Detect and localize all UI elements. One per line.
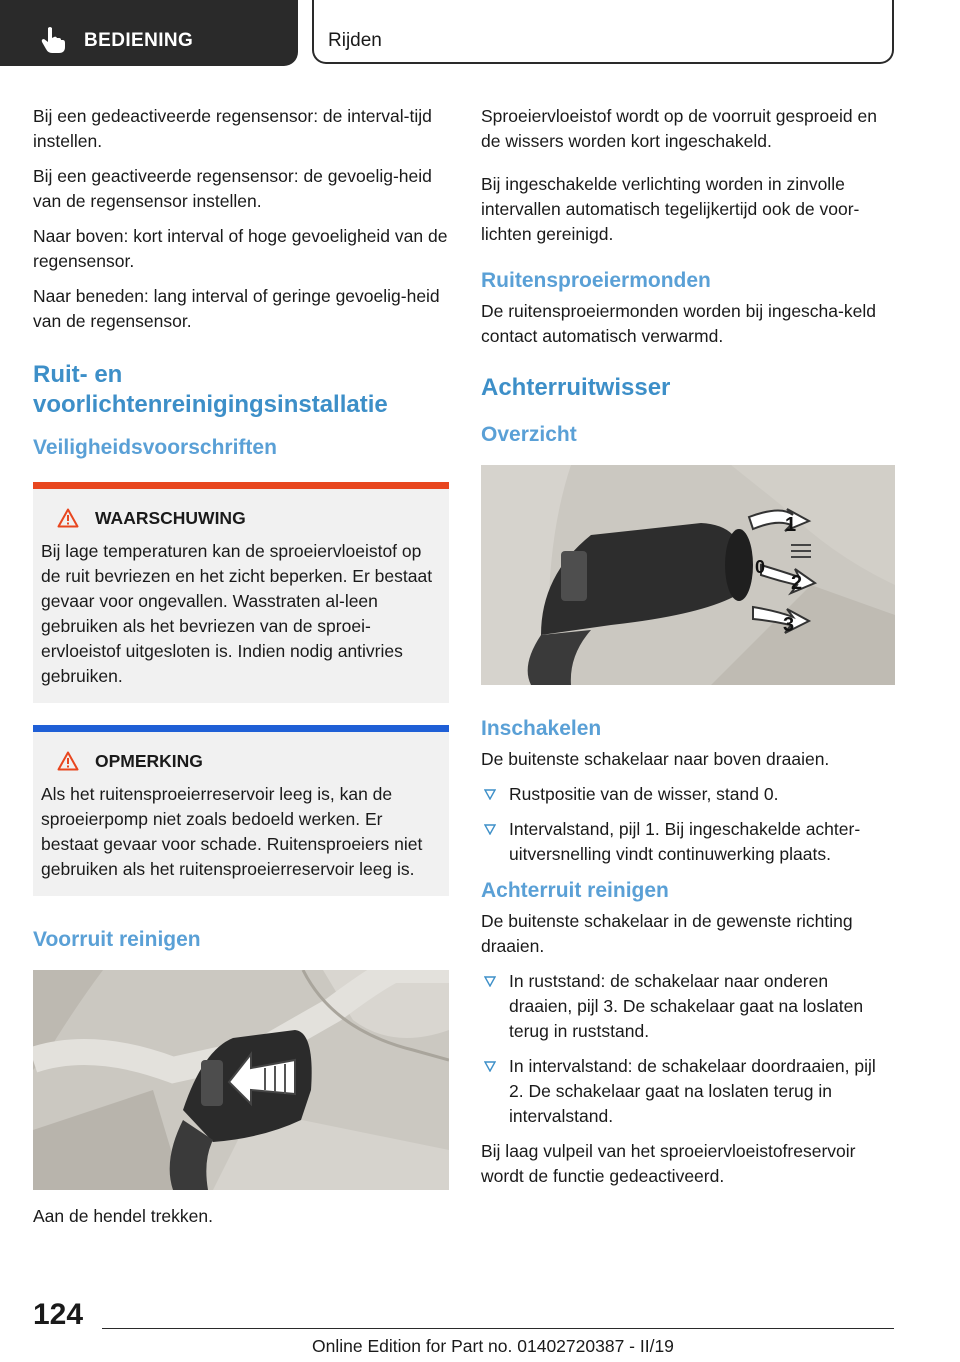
subsection-heading: Veiligheidsvoorschriften bbox=[33, 436, 277, 459]
note-title: OPMERKING bbox=[95, 751, 203, 771]
edition-note: Online Edition for Part no. 01402720387 - II/19 bbox=[312, 1336, 674, 1356]
warning-title: WAARSCHUWING bbox=[95, 508, 246, 528]
left-column bbox=[33, 104, 449, 1239]
subsection-heading: Overzicht bbox=[481, 423, 577, 446]
arrow-3-label: 3 bbox=[783, 614, 795, 636]
figure-caption: Aan de hendel trekken. bbox=[33, 1206, 213, 1226]
list-item: In ruststand: de schakelaar naar onderen draaien, pijl 3. De schakelaar gaat na loslaten terug in ruststand. bbox=[481, 969, 895, 1044]
paragraph: Bij een geactiveerde regensensor: de gevoelig‐heid van de regensensor instellen. bbox=[33, 166, 432, 211]
paragraph: Sproeiervloeistof wordt op de voorruit gesproeid en de wissers worden kort ingeschakeld. bbox=[481, 106, 877, 151]
list-item: In intervalstand: de schakelaar doordraaien, pijl 2. De schakelaar gaat na loslaten terug in intervalstand. bbox=[481, 1054, 895, 1129]
footer-divider bbox=[102, 1328, 894, 1329]
subsection-heading: Voorruit reinigen bbox=[33, 928, 201, 951]
rear-wiper-switch-photo bbox=[481, 465, 895, 685]
bullet-triangle-icon bbox=[484, 1061, 496, 1072]
list-item: Rustpositie van de wisser, stand 0. bbox=[481, 782, 895, 807]
paragraph: De buitenste schakelaar naar boven draaien. bbox=[481, 749, 830, 769]
paragraph: Bij ingeschakelde verlichting worden in zinvolle intervallen automatisch tegelijkertijd ook de voor‐lichten gereinigd. bbox=[481, 174, 860, 244]
note-box bbox=[33, 725, 449, 896]
page-number: 124 bbox=[33, 1298, 84, 1331]
washer-lever-photo bbox=[33, 970, 449, 1190]
note-text: Als het ruitensproeierreservoir leeg is, kan de sproeierpomp niet zoals bedoeld werken. Er bestaat gevaar voor schade. Ruitensproeiers niet gebruiken als het ruitensproeierreservoir leeg is. bbox=[41, 784, 423, 879]
right-column bbox=[481, 104, 895, 1199]
warning-triangle-icon bbox=[57, 508, 79, 528]
bullet-list bbox=[481, 782, 895, 867]
paragraph: Naar boven: kort interval of hoge gevoeligheid van de regensensor. bbox=[33, 226, 448, 271]
paragraph: Bij een gedeactiveerde regensensor: de interval‐tijd instellen. bbox=[33, 106, 432, 151]
section-heading: Ruit- en voorlichtenreinigingsinstallatie bbox=[33, 361, 388, 418]
subsection-heading: Achterruit reinigen bbox=[481, 879, 669, 902]
caution-triangle-icon bbox=[57, 751, 79, 771]
warning-bar bbox=[33, 482, 449, 489]
paragraph: Naar beneden: lang interval of geringe gevoelig‐heid van de regensensor. bbox=[33, 286, 440, 331]
chapter-label: Rijden bbox=[328, 30, 382, 51]
section-tab bbox=[0, 0, 298, 66]
chapter-header bbox=[312, 0, 894, 64]
section-heading: Achterruitwisser bbox=[481, 374, 671, 401]
note-bar bbox=[33, 725, 449, 732]
bullet-triangle-icon bbox=[484, 976, 496, 987]
bullet-list bbox=[481, 969, 895, 1129]
section-label: BEDIENING bbox=[84, 30, 194, 51]
bullet-triangle-icon bbox=[484, 789, 496, 800]
subsection-heading: Inschakelen bbox=[481, 717, 602, 740]
warning-text: Bij lage temperaturen kan de sproeiervloeistof op de ruit bevriezen en het zicht beperken. Er bestaat gevaar voor ongevallen. Wasstraten al‐leen gebruiken als het bevriezen van de sproei‐ervloeistof uitgesloten is. Indien nodig antivries gebruiken. bbox=[41, 541, 433, 686]
position-0-label: 0 bbox=[755, 557, 766, 577]
paragraph: De ruitensproeiermonden worden bij ingescha‐keld contact automatisch verwarmd. bbox=[481, 301, 876, 346]
bullet-triangle-icon bbox=[484, 824, 496, 835]
paragraph: De buitenste schakelaar in de gewenste richting draaien. bbox=[481, 911, 853, 956]
warning-box bbox=[33, 482, 449, 703]
subsection-heading: Ruitensproeiermonden bbox=[481, 269, 711, 292]
list-item: Intervalstand, pijl 1. Bij ingeschakelde achter‐uitversnelling vindt continuwerking plaats. bbox=[481, 817, 895, 867]
hand-pointer-icon bbox=[40, 26, 66, 54]
arrow-1-label: 1 bbox=[785, 514, 797, 536]
arrow-2-label: 2 bbox=[791, 572, 803, 594]
paragraph: Bij laag vulpeil van het sproeiervloeistofreservoir wordt de functie gedeactiveerd. bbox=[481, 1141, 856, 1186]
